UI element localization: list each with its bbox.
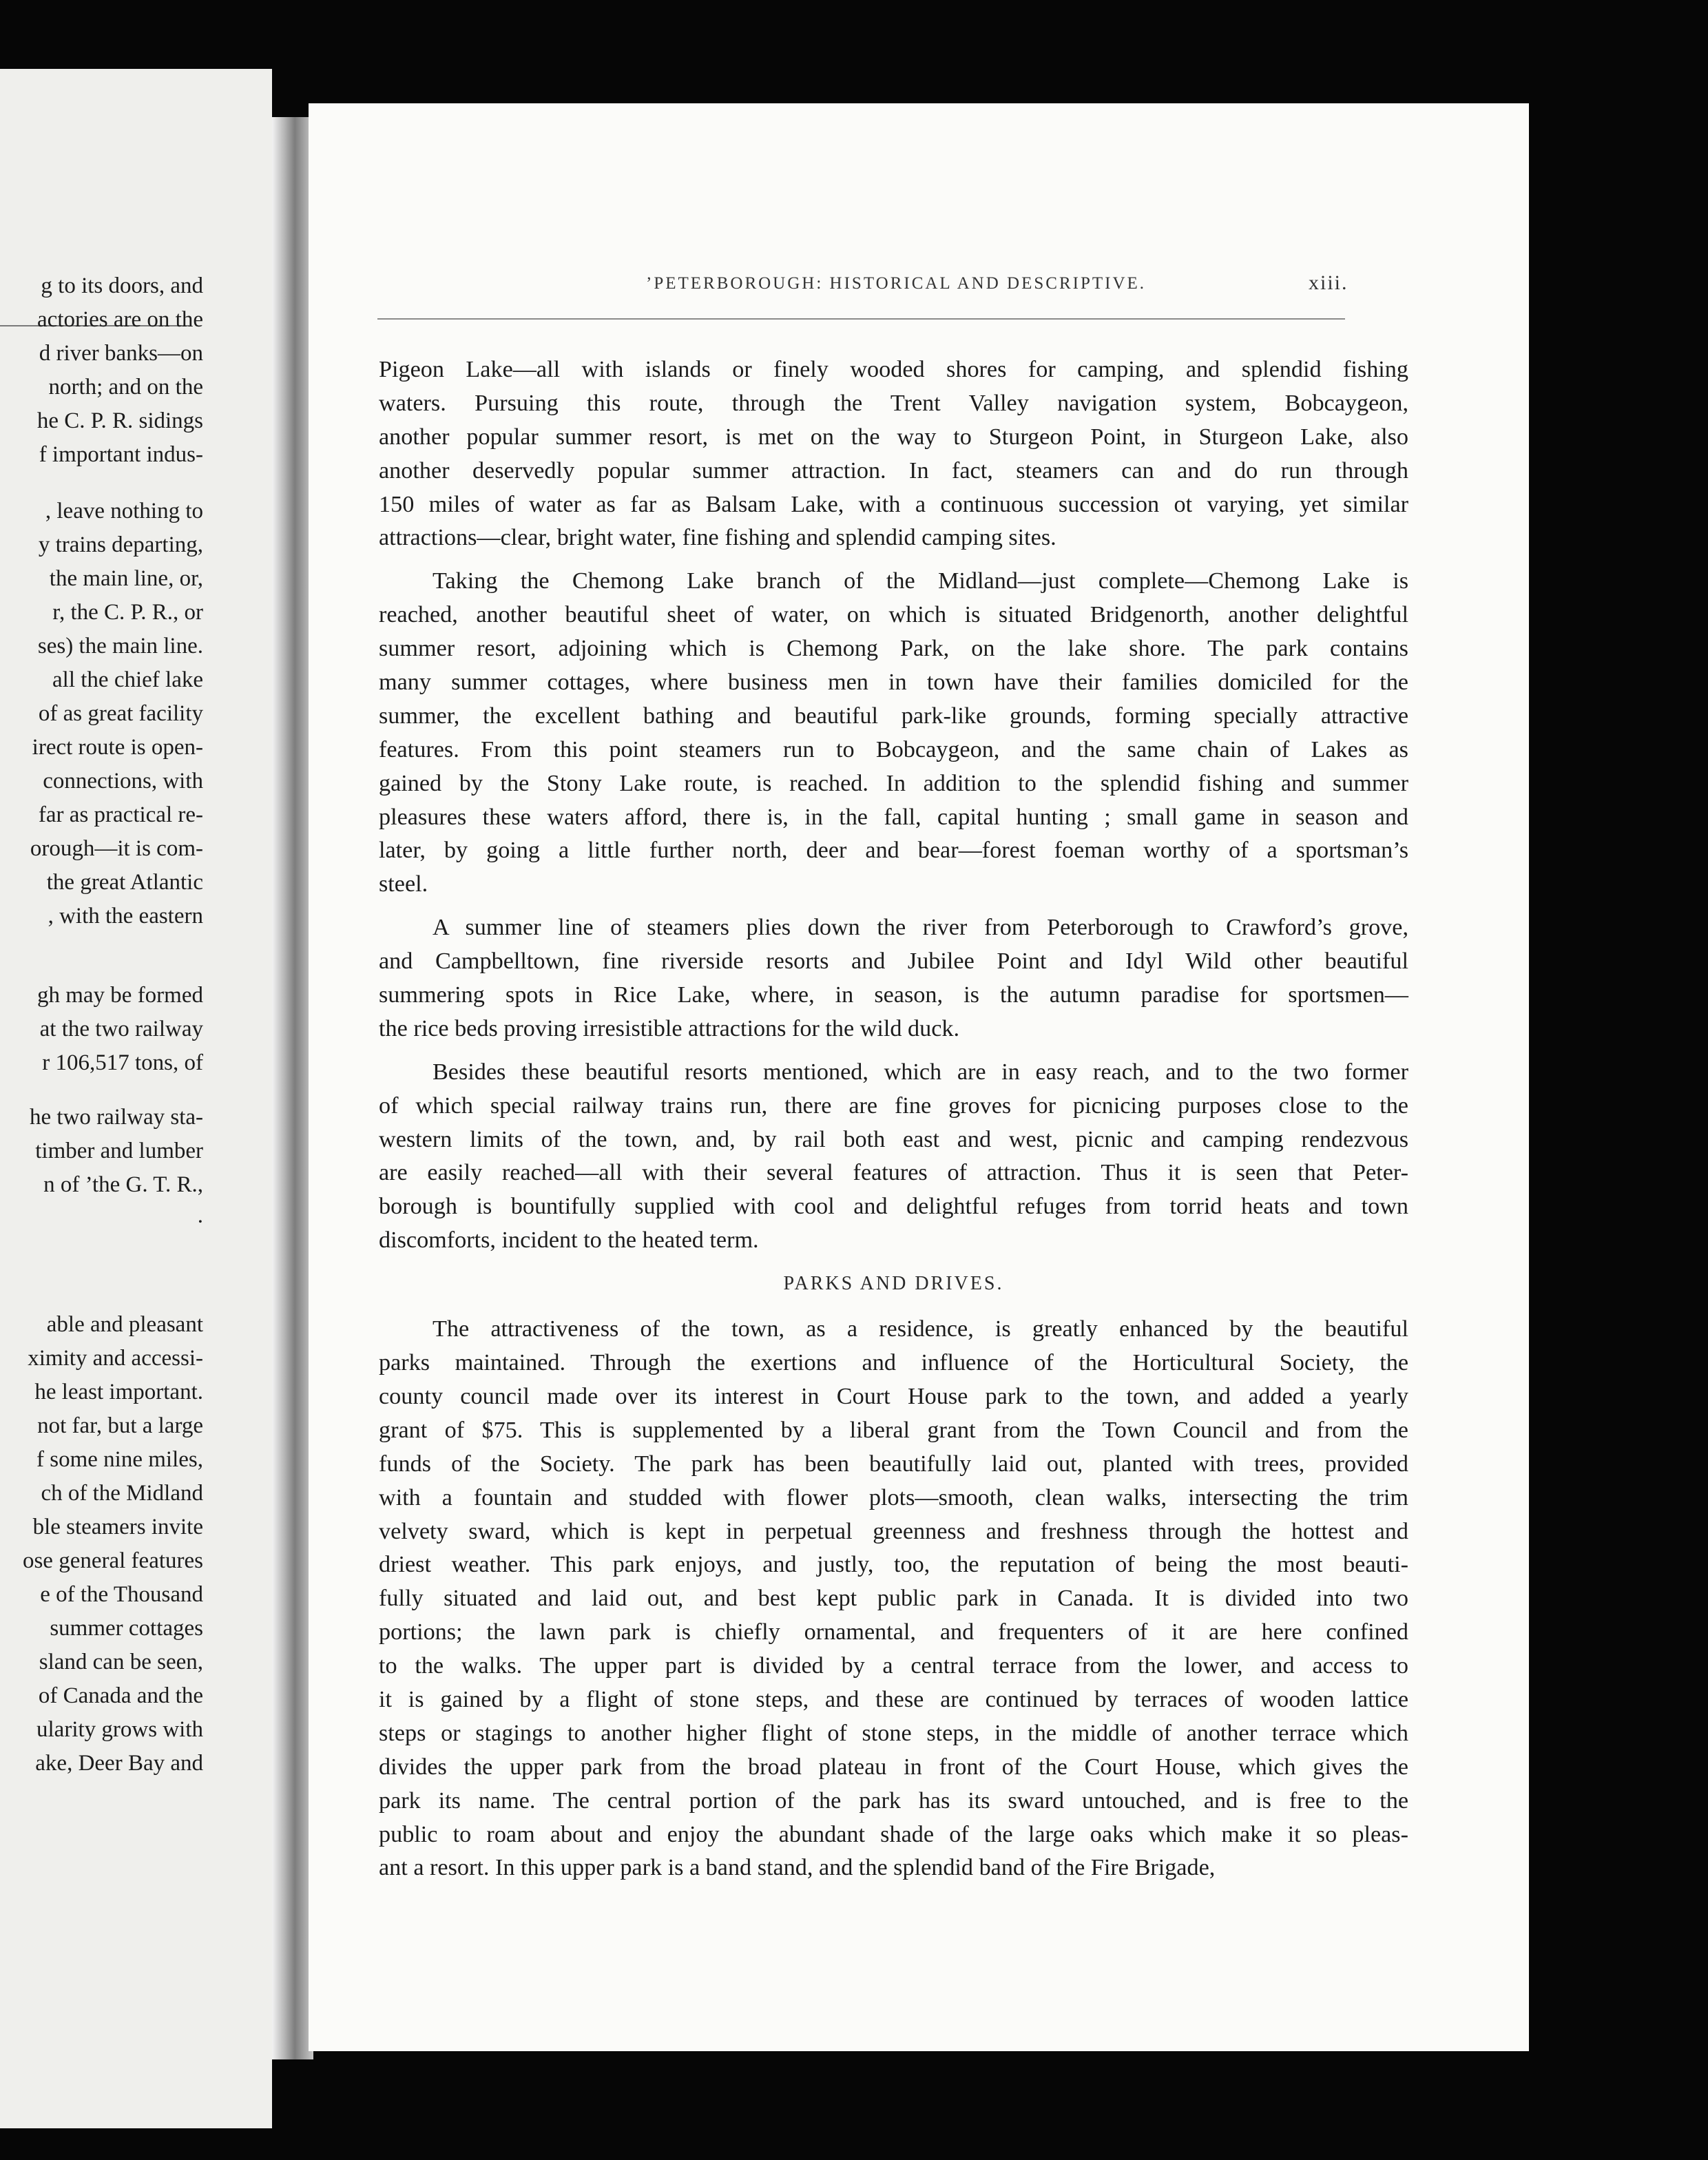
left-page-line: summer cottages	[50, 1616, 203, 1641]
text-line: with a fountain and studded with flower plots—smooth, clean walks, intersecting the trim	[379, 1484, 1408, 1510]
text-line: reached, another beautiful sheet of water, on which is situated Bridgenorth, another delightful	[379, 602, 1408, 628]
text-line: parks maintained. Through the exertions and influence of the Horticultural Society, the	[379, 1350, 1408, 1376]
text-line: 150 miles of water as far as Balsam Lake, with a continuous succession ot varying, yet similar	[379, 491, 1408, 517]
left-page-line: all the chief lake	[52, 667, 203, 692]
left-page-line: irect route is open-	[32, 735, 203, 760]
left-page-line: ximity and accessi-	[28, 1346, 203, 1371]
left-page-line: orough—it is com-	[30, 836, 203, 861]
text-line: A summer line of steamers plies down the river from Peterborough to Crawford’s grove,	[433, 915, 1408, 941]
left-page-line: f some nine miles,	[37, 1447, 203, 1472]
left-page-line: sland can be seen,	[39, 1650, 203, 1674]
header-rule	[377, 318, 1345, 320]
section-heading: PARKS AND DRIVES.	[783, 1273, 1004, 1295]
left-page-line: at the two railway	[39, 1017, 203, 1041]
text-line: later, by going a little further north, deer and bear—forest foeman worthy of a sportsman’s	[379, 838, 1408, 864]
left-page-line: , leave nothing to	[45, 499, 203, 523]
text-line: grant of $75. This is supplemented by a liberal grant from the Town Council and from the	[379, 1417, 1408, 1443]
text-line: divides the upper park from the broad plateau in front of the Court House, which gives the	[379, 1754, 1408, 1780]
text-line: discomforts, incident to the heated term.	[379, 1227, 759, 1254]
text-line: portions; the lawn park is chiefly ornamental, and frequenters of it are here confined	[379, 1619, 1408, 1645]
left-page	[0, 69, 272, 2128]
running-head-title: ’PETERBOROUGH: HISTORICAL AND DESCRIPTIVE.	[646, 274, 1147, 293]
text-line: summer resort, adjoining which is Chemong Park, on the lake shore. The park contains	[379, 636, 1408, 662]
text-line: attractions—clear, bright water, fine fishing and splendid camping sites.	[379, 525, 1056, 551]
body-text	[379, 353, 1408, 1895]
text-line: of which special railway trains run, there are fine groves for picnicing purposes close to the	[379, 1092, 1408, 1119]
text-line: Taking the Chemong Lake branch of the Midland—just complete—Chemong Lake is	[433, 568, 1408, 594]
left-page-line: n of ’the G. T. R.,	[43, 1172, 203, 1197]
left-page-line: timber and lumber	[35, 1139, 203, 1163]
gutter-shadow	[272, 117, 313, 2059]
page-number: xiii.	[1309, 271, 1348, 294]
text-line: pleasures these waters afford, there is, in the fall, capital hunting ; small game in season and	[379, 804, 1408, 830]
text-line: driest weather. This park enjoys, and justly, too, the reputation of being the most beauti-	[379, 1552, 1408, 1578]
left-page-line: ses) the main line.	[37, 634, 203, 658]
left-page-line: e of the Thousand	[40, 1582, 203, 1607]
left-page-line: able and pleasant	[46, 1312, 203, 1337]
left-page-line: north; and on the	[48, 375, 203, 399]
left-page-line: far as practical re-	[38, 802, 203, 827]
text-line: gained by the Stony Lake route, is reached. In addition to the splendid fishing and summer	[379, 770, 1408, 796]
left-page-line: not far, but a large	[37, 1413, 203, 1438]
text-line: western limits of the town, and, by rail both east and west, picnic and camping rendezvous	[379, 1126, 1408, 1152]
text-line: borough is bountifully supplied with cool and delightful refuges from torrid heats and town	[379, 1194, 1408, 1220]
paragraph	[379, 1056, 1408, 1258]
left-page-line: of Canada and the	[38, 1683, 203, 1708]
left-page-line: g to its doors, and	[41, 273, 203, 298]
paragraph	[379, 353, 1408, 555]
text-line: and Campbelltown, fine riverside resorts and Jubilee Point and Idyl Wild other beautiful	[379, 948, 1408, 975]
text-line: county council made over its interest in Court House park to the town, and added a yearly	[379, 1383, 1408, 1409]
text-line: summering spots in Rice Lake, where, in season, is the autumn paradise for sportsmen—	[379, 982, 1408, 1008]
paragraph	[379, 1313, 1408, 1885]
paragraph	[379, 911, 1408, 1046]
left-page-line: ularity grows with	[37, 1717, 203, 1742]
left-page-line: ble steamers invite	[32, 1515, 203, 1539]
text-line: park its name. The central portion of the park has its sward untouched, and is free to the	[379, 1787, 1408, 1814]
text-line: velvety sward, which is kept in perpetual greenness and freshness through the hottest and	[379, 1518, 1408, 1544]
left-page-line: he two railway sta-	[30, 1105, 203, 1130]
left-page-line: he least important.	[34, 1380, 203, 1404]
text-line: The attractiveness of the town, as a residence, is greatly enhanced by the beautiful	[433, 1316, 1408, 1342]
left-page-line: connections, with	[43, 769, 203, 793]
left-page-line: ch of the Midland	[41, 1481, 203, 1506]
left-page-line: ake, Deer Bay and	[35, 1751, 203, 1776]
text-line: summer, the excellent bathing and beautiful park-like grounds, forming specially attractive	[379, 703, 1408, 729]
text-line: steps or stagings to another higher flight of stone steps, in the middle of another terrace which	[379, 1720, 1408, 1746]
left-page-line: f important indus-	[39, 442, 203, 467]
text-line: fully situated and laid out, and best kept public park in Canada. It is divided into two	[379, 1586, 1408, 1612]
left-page-line: of as great facility	[38, 701, 203, 726]
right-page	[309, 103, 1529, 2051]
text-line: it is gained by a flight of stone steps, and these are continued by terraces of wooden lattice	[379, 1686, 1408, 1712]
left-page-line: , with the eastern	[48, 904, 203, 928]
paragraph	[379, 565, 1408, 902]
left-page-line: the great Atlantic	[46, 870, 203, 895]
text-line: steel.	[379, 871, 428, 897]
text-line: features. From this point steamers run to Bobcaygeon, and the same chain of Lakes as	[379, 736, 1408, 762]
text-line: another popular summer resort, is met on the way to Sturgeon Point, in Sturgeon Lake, also	[379, 424, 1408, 450]
left-page-line: ose general features	[22, 1548, 203, 1573]
text-line: funds of the Society. The park has been beautifully laid out, planted with trees, provided	[379, 1451, 1408, 1477]
left-page-line: .	[197, 1203, 203, 1228]
left-page-line: he C. P. R. sidings	[37, 408, 203, 433]
text-line: another deservedly popular summer attraction. In fact, steamers can and do run through	[379, 457, 1408, 484]
left-page-line: y trains departing,	[38, 532, 203, 557]
running-head	[309, 271, 1529, 302]
text-line: to the walks. The upper part is divided by a central terrace from the lower, and access to	[379, 1653, 1408, 1679]
text-line: waters. Pursuing this route, through the Trent Valley navigation system, Bobcaygeon,	[379, 390, 1408, 416]
text-line: Pigeon Lake—all with islands or finely wooded shores for camping, and splendid fishing	[379, 357, 1408, 382]
text-line: are easily reached—all with their several features of attraction. Thus it is seen that Peter-	[379, 1160, 1408, 1186]
text-line: the rice beds proving irresistible attractions for the wild duck.	[379, 1015, 960, 1041]
left-page-line: the main line, or,	[49, 566, 203, 591]
left-page-line: d river banks—on	[39, 341, 203, 366]
left-page-line: gh may be formed	[37, 983, 203, 1008]
left-page-line: r 106,517 tons, of	[42, 1050, 203, 1075]
left-page-line: r, the C. P. R., or	[52, 600, 203, 625]
text-line: ant a resort. In this upper park is a band stand, and the splendid band of the Fire Brigade,	[379, 1855, 1216, 1881]
text-line: public to roam about and enjoy the abundant shade of the large oaks which make it so pleas-	[379, 1821, 1408, 1847]
text-line: many summer cottages, where business men in town have their families domiciled for the	[379, 669, 1408, 696]
text-line: Besides these beautiful resorts mentioned, which are in easy reach, and to the two former	[433, 1059, 1408, 1085]
left-page-line: actories are on the	[37, 307, 203, 332]
